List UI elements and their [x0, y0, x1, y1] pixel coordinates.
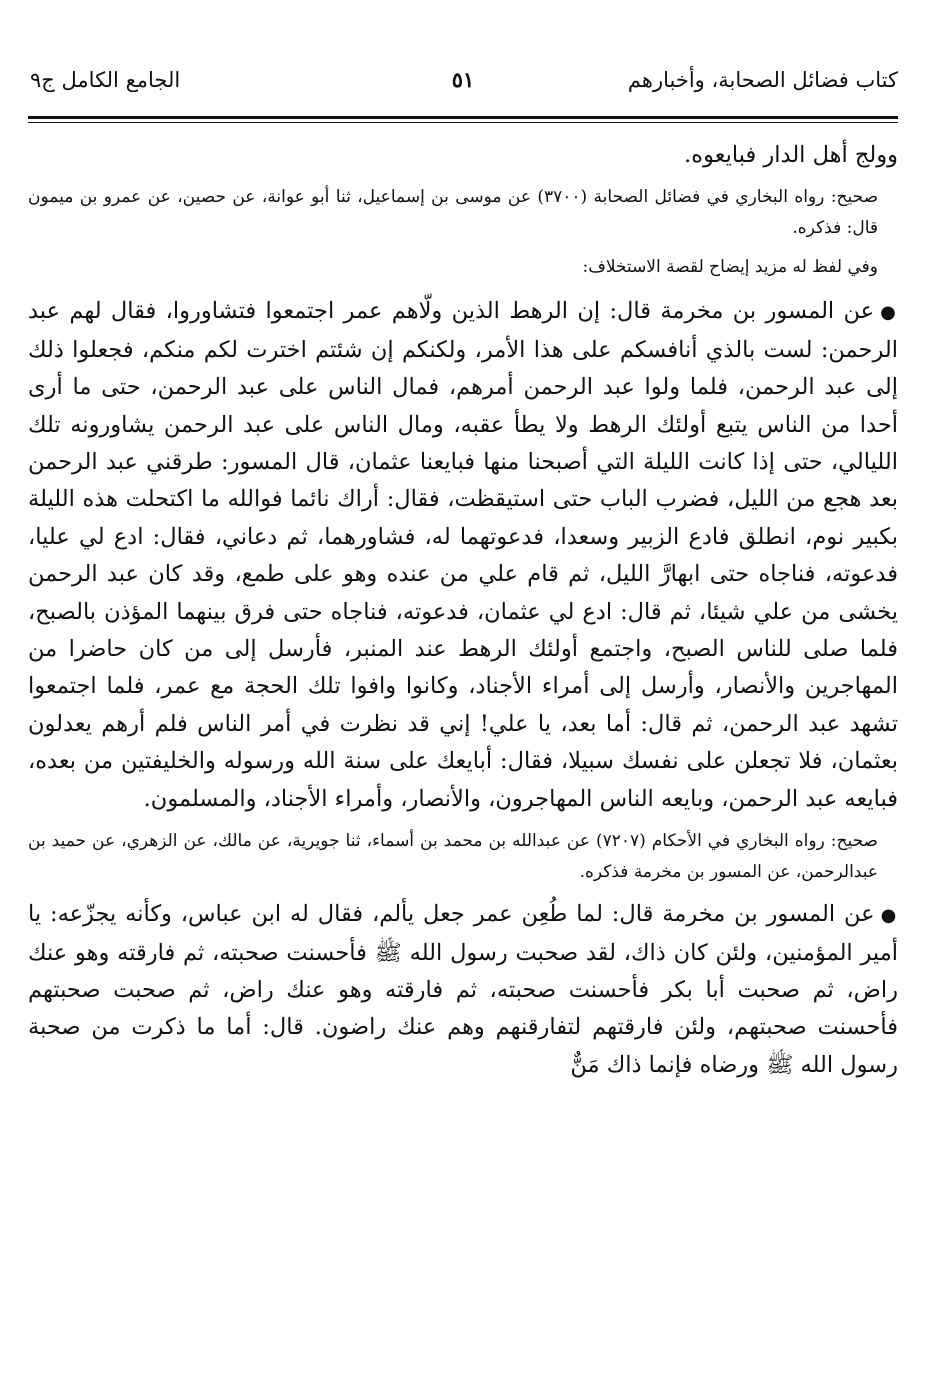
bullet-icon: ●: [880, 905, 898, 927]
hadith-text-2: عن المسور بن مخرمة قال: لما طُعِن عمر جعل يألم، فقال له ابن عباس، وكأنه يجزّعه: يا أمير المؤمنين، ولئن كان ذاك، لقد صحبت رسول الله ﷺ فأحسنت صحبته، ثم فارقته وهو عنك راض، ثم صحبت أبا بكر فأحسنت صحبته، ثم فارقته وهو عنك راض، ثم صحبت صحبتهم فأحسنت صحبتهم، ولئن فارقتهم لتفارقنهم وهم عنك راضون. قال: أما ما ذكرت من صحبة رسول الله ﷺ ورضاه فإنما ذاك مَنٌّ: [28, 901, 898, 1078]
bullet-icon: ●: [880, 302, 898, 324]
page-body: [28, 137, 898, 1084]
header-rule-thin: [28, 122, 898, 123]
book-title: كتاب فضائل الصحابة، وأخبارهم: [627, 68, 898, 92]
page-number: ٥١: [451, 67, 475, 92]
header-rule-thick: [28, 116, 898, 119]
volume-label: الجامع الكامل ج٩: [30, 68, 181, 92]
hadith-paragraph-1: [28, 293, 898, 818]
page-header: [28, 60, 898, 100]
takhrij-note-1: صحيح: رواه البخاري في فضائل الصحابة (٣٧٠٠) عن موسى بن إسماعيل، ثنا أبو عوانة، عن حصين، عن عمرو بن ميمون قال: فذكره.: [28, 187, 879, 239]
hadith-text-1: عن المسور بن مخرمة قال: إن الرهط الذين ولّاهم عمر اجتمعوا فتشاوروا، فقال لهم عبد الرحمن: لست بالذي أنافسكم على هذا الأمر، ولكنكم إن شئتم اخترت لكم منكم، فجعلوا ذلك إلى عبد الرحمن، فلما ولوا عبد الرحمن أمرهم، فمال الناس على عبد الرحمن، حتى ما أرى أحدا من الناس يتبع أولئك الرهط ولا يطأ عقبه، ومال الناس على عبد الرحمن يشاورونه تلك الليالي، حتى إذا كانت الليلة التي أصبحنا منها فبايعنا عثمان، قال المسور: طرقني عبد الرحمن بعد هجع من الليل، فضرب الباب حتى استيقظت، فقال: أراك نائما فوالله ما اكتحلت هذه الليلة بكبير نوم، انطلق فادع الزبير وسعدا، فدعوتهما له، فشاورهما، ثم دعاني، فقال: ادع لي عليا، فدعوته، فناجاه حتى ابهارَّ الليل، ثم قام علي من عنده وهو على طمع، وقد كان عبد الرحمن يخشى من علي شيئا، ثم قال: ادع لي عثمان، فدعوته، فناجاه حتى فرق بينهما المؤذن بالصبح، فلما صلى للناس الصبح، واجتمع أولئك الرهط عند المنبر، فأرسل إلى من كان حاضرا من المهاجرين والأنصار، وأرسل إلى أمراء الأجناد، وكانوا وافوا تلك الحجة مع عمر، فلما اجتمعوا تشهد عبد الرحمن، ثم قال: أما بعد، يا علي! إني قد نظرت في أمر الناس فلم أرهم يعدلون بعثمان، فلا تجعلن على نفسك سبيلا، فقال: أبايعك على سنة الله ورسوله والخليفتين من بعده، فبايعه عبد الرحمن، وبايعه الناس المهاجرون، والأنصار، وأمراء الأجناد، والمسلمون.: [28, 298, 898, 812]
book-page: [28, 60, 898, 1084]
opening-line: وولج أهل الدار فبايعوه.: [684, 142, 898, 168]
takhrij-note-2: وفي لفظ له مزيد إيضاح لقصة الاستخلاف:: [582, 257, 878, 278]
takhrij-note-3: صحيح: رواه البخاري في الأحكام (٧٢٠٧) عن عبدالله بن محمد بن أسماء، ثنا جويرية، عن مالك، عن الزهري، عن حميد بن عبدالرحمن، عن المسور بن مخرمة فذكره.: [28, 831, 878, 883]
hadith-paragraph-2: [28, 896, 898, 1084]
